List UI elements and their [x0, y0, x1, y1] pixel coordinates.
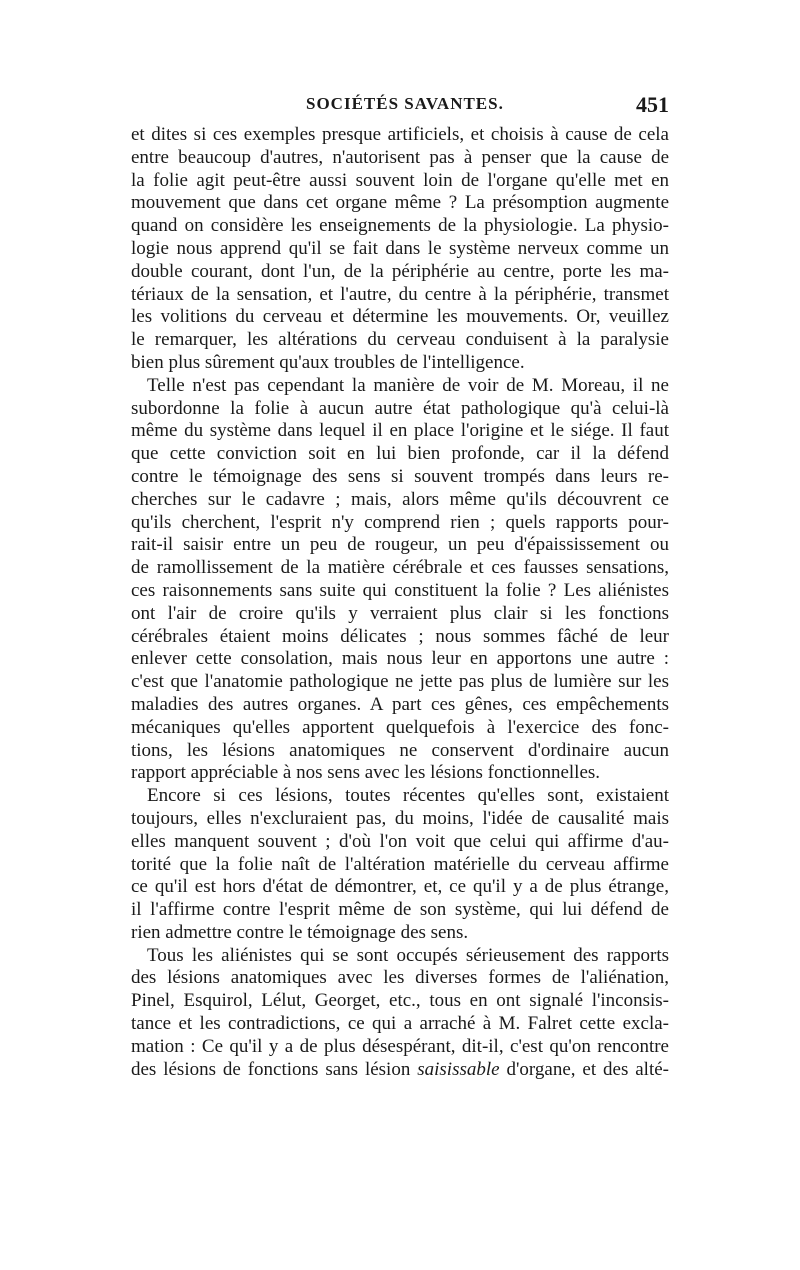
- text-line: ces raisonnements sans suite qui constituent la folie ? Les aliénistes: [131, 579, 669, 601]
- text-line: Tous les aliénistes qui se sont occupés sérieusement des rapports: [147, 944, 669, 966]
- text-line: cérébrales étaient moins délicates ; nous sommes fâché de leur: [131, 625, 669, 647]
- text-line: double courant, dont l'un, de la périphérie au centre, porte les ma-: [131, 260, 669, 282]
- text-line: qu'ils cherchent, l'esprit n'y comprend rien ; quels rapports pour-: [131, 511, 669, 533]
- text-line: ont l'air de croire qu'ils y verraient plus clair si les fonctions: [131, 602, 669, 624]
- text-line: les volitions du cerveau et détermine les mouvements. Or, veuillez: [131, 306, 669, 328]
- text-line: que cette conviction soit en lui bien profonde, car il la défend: [131, 443, 669, 465]
- text-line: le remarquer, les altérations du cerveau conduisent à la paralysie: [131, 329, 669, 351]
- text-line: tériaux de la sensation, et l'autre, du centre à la périphérie, transmet: [131, 283, 669, 305]
- paragraph: [131, 945, 669, 1082]
- paragraph: [131, 785, 669, 945]
- text-line: entre beaucoup d'autres, n'autorisent pas à penser que la cause de: [131, 146, 669, 168]
- text-line: maladies des autres organes. A part ces gênes, ces empêchements: [131, 693, 669, 715]
- text-line: mouvement que dans cet organe même ? La présomption augmente: [131, 192, 669, 214]
- text-line: enlever cette consolation, mais nous leur en apportons une autre :: [131, 648, 669, 670]
- text-line: Encore si ces lésions, toutes récentes qu'elles sont, existaient: [147, 785, 669, 807]
- text-line: cherches sur le cadavre ; mais, alors même qu'ils découvrent ce: [131, 488, 669, 510]
- text-line: subordonne la folie à aucun autre état pathologique qu'à celui-là: [131, 397, 669, 419]
- text-line: rien admettre contre le témoignage des sens.: [131, 921, 469, 943]
- text-line: Telle n'est pas cependant la manière de voir de M. Moreau, il ne: [147, 374, 669, 396]
- text-line: quand on considère les enseignements de la physiologie. La physio-: [131, 215, 669, 237]
- text-line: torité que la folie naît de l'altération matérielle du cerveau affirme: [131, 853, 669, 875]
- body-text: [131, 124, 669, 1081]
- text-line: mation : Ce qu'il y a de plus désespérant, dit-il, c'est qu'on rencontre: [131, 1035, 669, 1057]
- text-line: logie nous apprend qu'il se fait dans le système nerveux comme un: [131, 237, 669, 259]
- text-line: rapport appréciable à nos sens avec les lésions fonctionnelles.: [131, 762, 601, 784]
- text-line: tions, les lésions anatomiques ne conservent d'ordinaire aucun: [131, 739, 669, 761]
- text-line: il l'affirme contre l'esprit même de son système, qui lui défend de: [131, 899, 669, 921]
- emphasis-word: saisissable: [417, 1058, 500, 1080]
- text-line: de ramollissement de la matière cérébrale et ces fausses sensations,: [131, 557, 669, 579]
- text-line-final: [131, 1059, 669, 1082]
- final-line-before: des lésions de fonctions sans lésion: [131, 1058, 418, 1080]
- text-line: toujours, elles n'excluraient pas, du moins, l'idée de causalité mais: [131, 807, 669, 829]
- running-header: [131, 92, 669, 122]
- text-line: rait-il saisir entre un peu de rougeur, un peu d'épaississement ou: [131, 534, 669, 556]
- final-line-after: d'organe, et des alté-: [499, 1058, 669, 1080]
- text-line: des lésions anatomiques avec les diverses formes de l'aliénation,: [131, 967, 669, 989]
- text-line: c'est que l'anatomie pathologique ne jette pas plus de lumière sur les: [131, 671, 669, 693]
- paragraph: [131, 375, 669, 785]
- text-line: mécaniques qu'elles apportent quelquefois à l'exercice des fonc-: [131, 716, 669, 738]
- text-line: la folie agit peut-être aussi souvent loin de l'organe qu'elle met en: [131, 169, 669, 191]
- paragraph: [131, 124, 669, 375]
- page-number: 451: [636, 92, 669, 117]
- text-line: même du système dans lequel il en place l'origine et le siége. Il faut: [131, 420, 669, 442]
- text-line: Pinel, Esquirol, Lélut, Georget, etc., tous en ont signalé l'inconsis-: [131, 990, 669, 1012]
- text-line: ce qu'il est hors d'état de démontrer, et, ce qu'il y a de plus étrange,: [131, 876, 669, 898]
- text-line: tance et les contradictions, ce qui a arraché à M. Falret cette excla-: [131, 1013, 669, 1035]
- text-line: bien plus sûrement qu'aux troubles de l'intelligence.: [131, 351, 525, 373]
- text-line: et dites si ces exemples presque artificiels, et choisis à cause de cela: [131, 124, 669, 145]
- running-title: SOCIÉTÉS SAVANTES.: [306, 94, 504, 113]
- book-page: [131, 92, 669, 1081]
- text-line: contre le témoignage des sens si souvent trompés dans leurs re-: [131, 465, 669, 487]
- text-line: elles manquent souvent ; d'où l'on voit que celui qui affirme d'au-: [131, 830, 669, 852]
